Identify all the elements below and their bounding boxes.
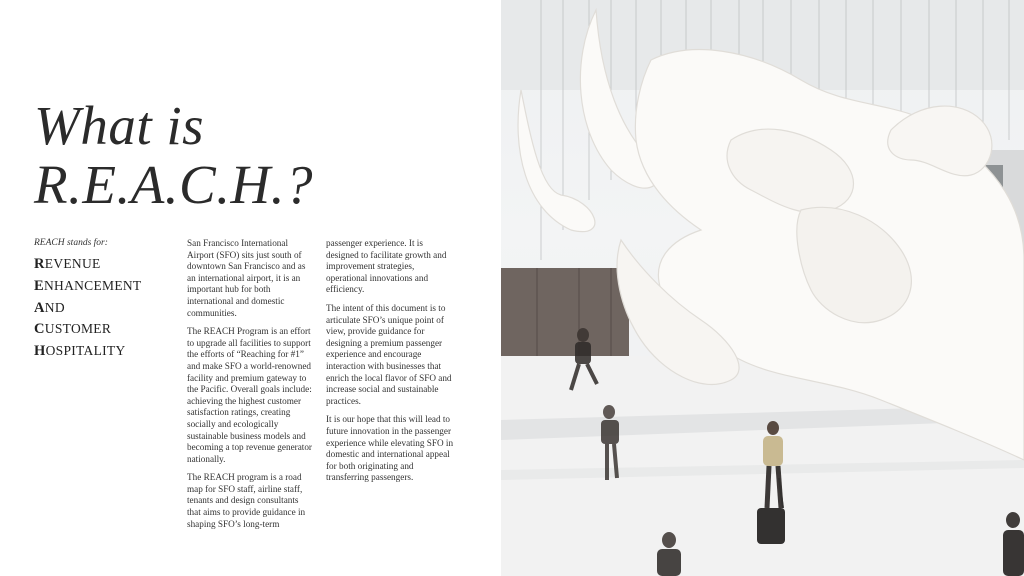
- title-line-2: R.E.A.C.H.?: [34, 154, 313, 215]
- acronym-item: [34, 253, 141, 275]
- stands-for-label: REACH stands for:: [34, 238, 108, 248]
- title-line-1: What is: [34, 95, 205, 156]
- text-page: [0, 0, 501, 576]
- body-paragraph: passenger experience. It is designed to facilitate growth and improvement strategies, operational innovations and efficiency.: [326, 238, 447, 295]
- acronym-item: [34, 340, 141, 362]
- acronym-item: [34, 318, 141, 340]
- acronym-item: [34, 297, 141, 319]
- acronym-initial: C: [34, 321, 45, 338]
- acronym-rest: EVENUE: [44, 256, 101, 271]
- page-title: [34, 96, 313, 214]
- acronym-initial: E: [34, 277, 44, 294]
- acronym-initial: A: [34, 299, 45, 316]
- body-paragraph: The intent of this document is to articulate SFO’s unique point of view, provide guidance for designing a premium passenger experience and encourage interaction with businesses that enrich the local flavor of SFO and increase social and sustainable practices.: [326, 302, 452, 406]
- acronym-rest: OSPITALITY: [45, 343, 126, 359]
- wood-wall: [501, 268, 629, 356]
- acronym-initial: H: [34, 343, 46, 360]
- body-paragraph: It is our hope that this will lead to future innovation in the passenger experience while elevating SFO in domestic and international appeal for both originating and transferring passengers.: [326, 414, 454, 483]
- terminal-sculpture-photo: [501, 0, 1024, 576]
- body-paragraph: San Francisco International Airport (SFO) sits just south of downtown San Francisco and as an international airport, it is an important hub for both international and domestic communities.: [187, 238, 306, 318]
- acronym-rest: ND: [44, 299, 65, 315]
- acronym-rest: USTOMER: [44, 321, 112, 337]
- acronym-item: [34, 275, 141, 297]
- photo-illustration: [501, 0, 1024, 576]
- body-column-1: [187, 238, 313, 537]
- body-column-2: [326, 238, 456, 491]
- acronym-initial: R: [34, 256, 45, 272]
- body-paragraph: The REACH program is a road map for SFO staff, airline staff, tenants and design consultants that aims to provide guidance in shaping SFO’s long-term: [187, 472, 306, 529]
- body-paragraph: The REACH Program is an effort to upgrade all facilities to support the efforts of “Reaching for #1” and make SFO a world-renowned facility and premium gateway to the Pacific. Overall goals include: achieving the highest customer satisfaction ratings, creating socially and ecologically sustainable business models and becoming a top revenue generator nationally.: [187, 326, 312, 464]
- acronym-rest: NHANCEMENT: [43, 277, 142, 293]
- acronym-list: [34, 253, 141, 362]
